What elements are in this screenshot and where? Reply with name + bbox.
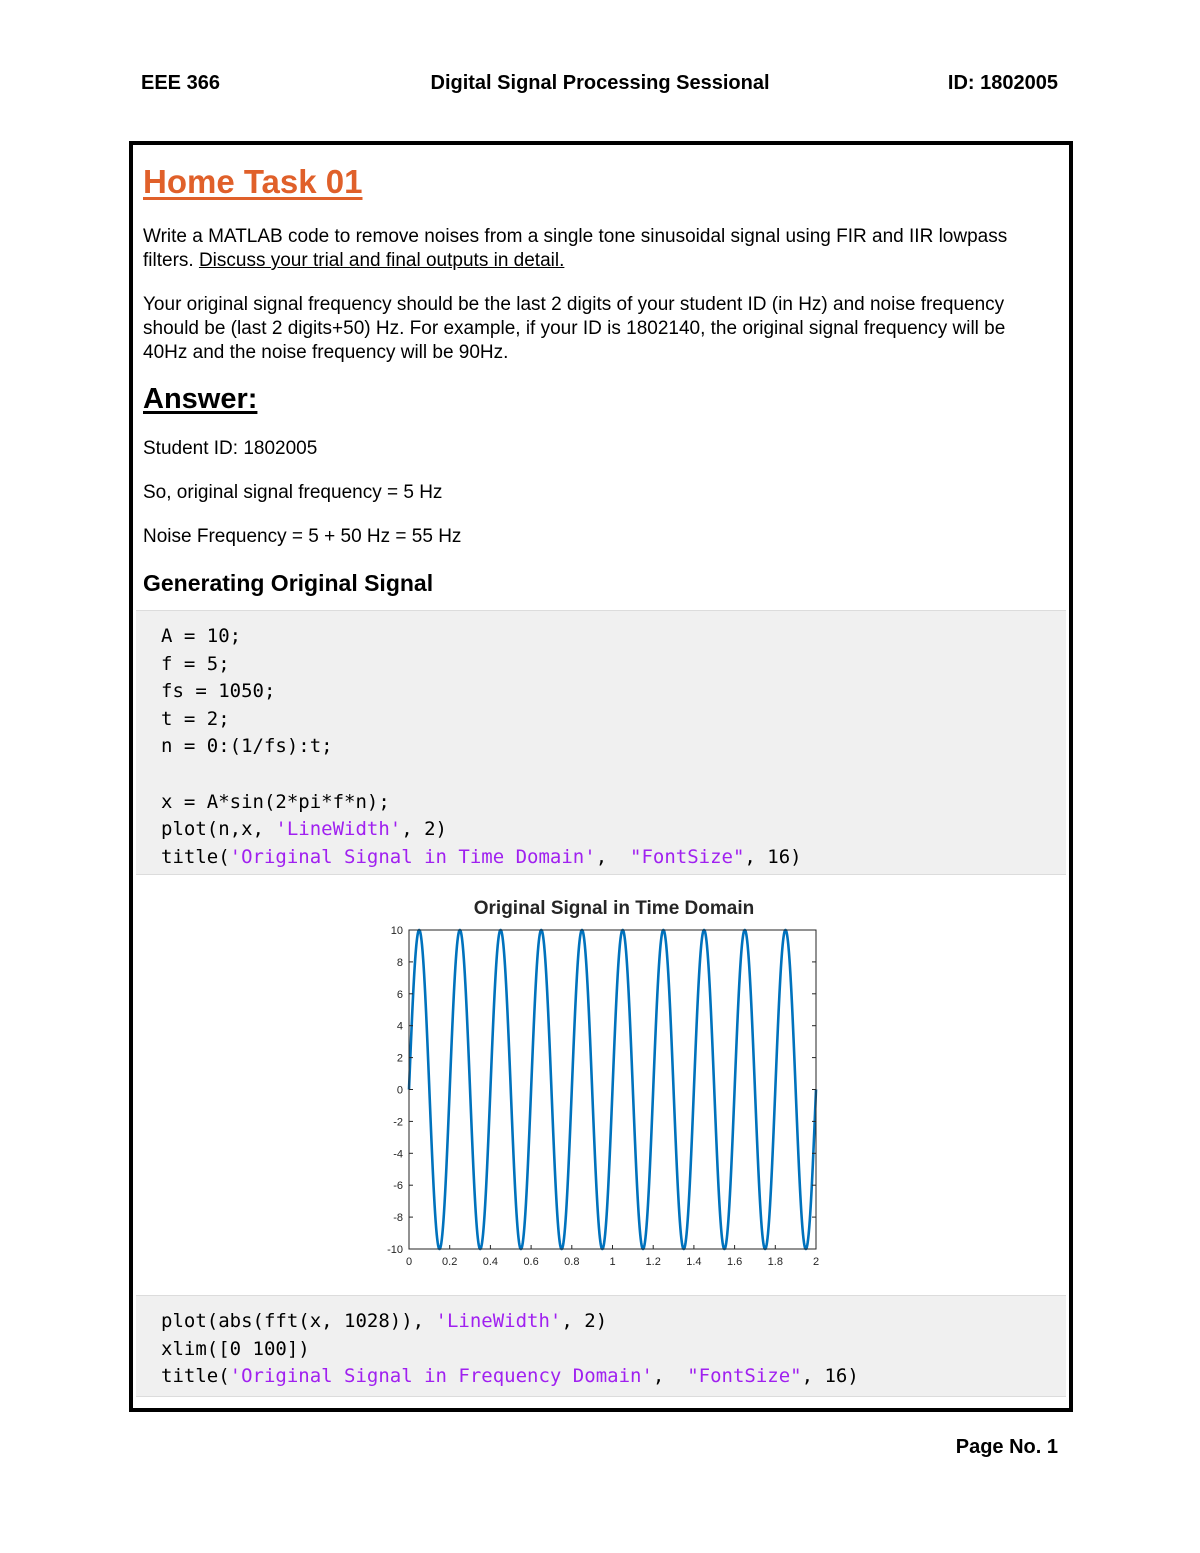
code-line (161, 1310, 607, 1332)
content-frame (129, 141, 1073, 1412)
x-tick-label: 1.8 (767, 1256, 783, 1268)
x-tick-label: 0.2 (442, 1256, 458, 1268)
text-span: Write a MATLAB code to remove noises from a single tone sinusoidal signal using (143, 226, 837, 247)
x-tick-label: 1.4 (686, 1256, 702, 1268)
code-line: n = 0:(1/fs):t; (161, 735, 333, 758)
code-string: 'LineWidth' (435, 1310, 562, 1332)
time-domain-figure (136, 876, 1066, 1294)
y-tick-label: 6 (396, 988, 403, 1001)
code-string: 'Original Signal in Frequency Domain' (229, 1365, 653, 1388)
code-line: A = 10; (161, 625, 242, 647)
task-title: Home Task 01 (143, 163, 363, 200)
signal-line (409, 930, 816, 1249)
code-token: title( (161, 1365, 230, 1388)
code-line: t = 2; (161, 707, 230, 730)
x-tick-label: 1.6 (726, 1256, 743, 1268)
code-token: plot(n,x, (161, 818, 276, 841)
page-number: Page No. 1 (955, 1436, 1058, 1458)
code-block-frequency-domain[interactable] (136, 1295, 1066, 1397)
y-tick-label: 4 (396, 1020, 403, 1033)
y-tick-label: -4 (393, 1148, 403, 1161)
text-span: IIR (909, 226, 934, 247)
header-subject: Digital Signal Processing Sessional (430, 72, 770, 94)
code-string: 'LineWidth' (275, 818, 402, 841)
code-line (161, 846, 802, 868)
y-tick-label: -8 (393, 1212, 403, 1225)
text-span: ID (747, 294, 767, 315)
code-string: "FontSize" (630, 845, 745, 868)
chart-title: Original Signal in Time Domain (473, 898, 755, 919)
code-token: , 2) (561, 1310, 608, 1332)
code-token: , 16) (801, 1365, 859, 1388)
code-line: fs = 1050; (161, 680, 276, 703)
code-token: plot(abs(fft(x, 1028)), (161, 1310, 436, 1332)
header-student-id: ID: 1802005 (947, 72, 1058, 94)
text-span: ID (582, 318, 602, 339)
x-tick-label: 0 (405, 1256, 413, 1268)
student-id-line: Student ID: 1802005 (143, 438, 318, 459)
code-token: , (595, 845, 631, 868)
text-span: (in Hz) and noise frequency should be (last 2 digits+50) Hz. For example, if your (143, 294, 1005, 339)
text-span: Your original signal frequency should be the last 2 digits of your student (143, 294, 748, 315)
answer-heading: Answer: (143, 383, 258, 415)
noise-frequency-line: Noise Frequency = 5 + 50 Hz = 55 Hz (143, 526, 462, 547)
task-description (143, 225, 1023, 273)
code-line: x = A*sin(2*pi*f*n); (161, 790, 390, 813)
code-line: f = 5; (161, 652, 230, 675)
underlined-instruction: Discuss your trial and final outputs in detail. (198, 250, 565, 271)
code-token: title( (161, 845, 230, 868)
y-tick-label: -6 (393, 1180, 403, 1193)
code-line (161, 818, 447, 840)
text-span: lowpass filters. (143, 226, 1008, 271)
header-course: EEE 366 (141, 72, 220, 94)
y-tick-label: 10 (390, 925, 403, 937)
code-token: , 2) (401, 818, 447, 841)
y-tick-label: 8 (396, 956, 403, 969)
code-block-time-domain[interactable] (136, 610, 1066, 875)
code-line (161, 1365, 859, 1387)
text-span: FIR (836, 226, 867, 247)
y-tick-label: -10 (387, 1244, 403, 1256)
code-string: 'Original Signal in Time Domain' (229, 845, 596, 868)
x-tick-label: 0.8 (564, 1256, 580, 1268)
section-heading: Generating Original Signal (143, 570, 434, 596)
x-tick-label: 1 (609, 1256, 616, 1268)
signal-frequency-line: So, original signal frequency = 5 Hz (143, 482, 443, 503)
x-tick-label: 2 (812, 1256, 820, 1268)
y-tick-label: 2 (396, 1052, 403, 1065)
y-tick-label: -2 (393, 1116, 403, 1129)
x-tick-label: 1.2 (645, 1256, 661, 1268)
y-tick-label: 0 (396, 1084, 403, 1097)
text-span: is 1802140, the original signal frequency will be 40Hz and the noise frequency will be 90Hz. (143, 318, 1006, 363)
x-tick-label: 0.4 (482, 1256, 499, 1268)
frequency-instructions (143, 293, 1023, 365)
time-domain-plot (136, 876, 1066, 1294)
code-token: , 16) (744, 845, 802, 868)
code-line: xlim([0 100]) (161, 1337, 310, 1360)
code-token: , (652, 1365, 688, 1388)
text-span: and (866, 226, 910, 247)
code-string: "FontSize" (687, 1365, 802, 1388)
x-tick-label: 0.6 (523, 1256, 539, 1268)
